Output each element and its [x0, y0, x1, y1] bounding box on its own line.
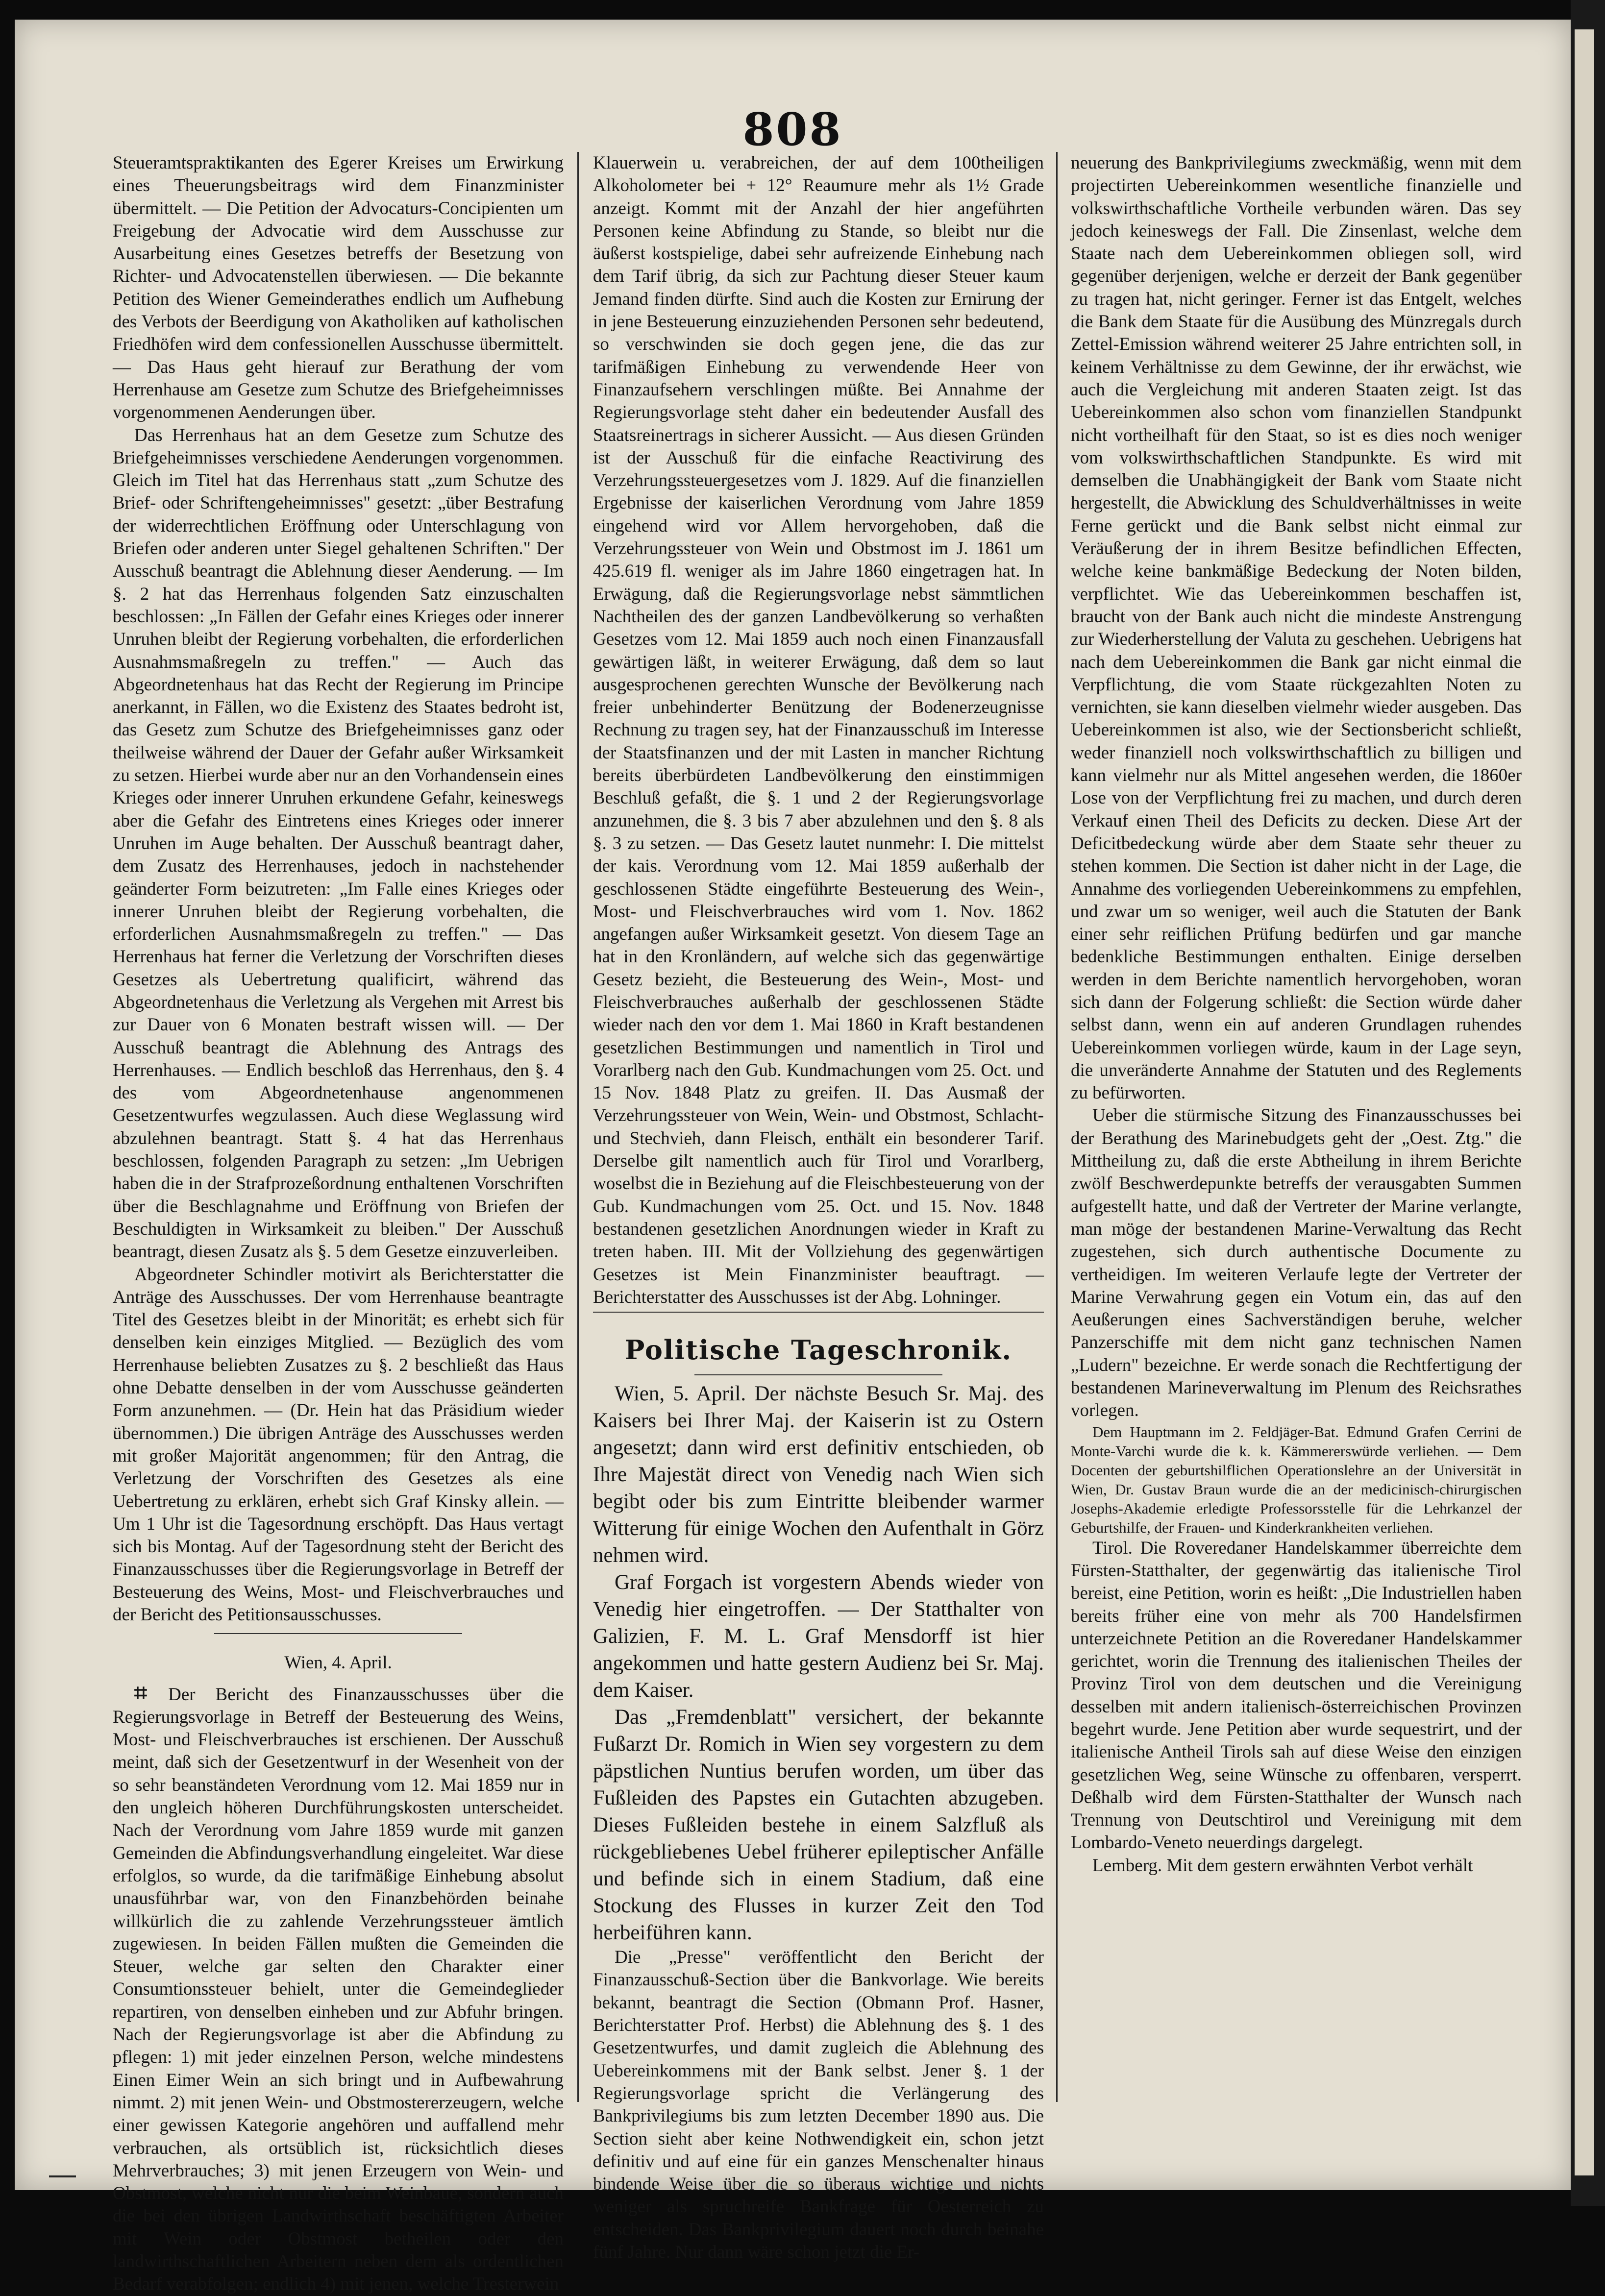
column-rule-2: [1056, 152, 1058, 2102]
next-page-edge: [1571, 0, 1605, 2206]
column-1: [113, 152, 564, 2295]
article-paragraph: Die „Presse" veröffentlicht den Bericht der Finanzausschuß-Section über die Bankvorlage. Wie bereits bekannt, beantragt die Section (Obmann Prof. Hasner, Berichterstatter Prof. Herbst) die Ablehnung des §. 1 des Gesetzentwurfes, und damit zugleich die Ablehnung des Uebereinkommens mit der Bank selbst. Jener §. 1 der Regierungsvorlage spricht die Verlängerung des Bankprivilegiums bis zum letzten December 1890 aus. Die Section sieht aber keine Nothwendigkeit ein, schon jetzt definitiv und auf eine für ein ganzes Menschenalter hinaus bindende Weise über die so überaus wichtige und nichts weniger als spruchreife Bankfrage für Oesterreich zu entscheiden. Das Bankprivilegium dauert noch durch beinahe fünf Jahre. Nur dann wäre schon jetzt die Er-: [593, 1947, 1044, 2262]
section-heading: Politische Tageschronik.: [624, 1334, 1012, 1366]
article-paragraph: Abgeordneter Schindler motivirt als Berichterstatter die Anträge des Ausschusses. Der vom Herrenhause beantragte Titel des Gesetzes bleibt in der Minorität; es erhebt sich für denselben kein einziges Mitglied. — Bezüglich des vom Herrenhause beliebten Zusatzes zu §. 2 beschließt das Haus ohne Debatte denselben in der vom Ausschusse geänderten Form anzunehmen. — (Dr. Hein hat das Präsidium wieder übernommen.) Die übrigen Anträge des Ausschusses werden mit großer Majorität angenommen; für den Antrag, die Verletzung der Vorschriften des Gesetzes als eine Uebertretung zu erklären, erhebt sich Graf Kinsky allein. — Um 1 Uhr ist die Tagesordnung erschöpft. Das Haus vertagt sich bis Montag. Auf der Tagesordnung steht der Bericht des Finanzausschusses über die Regierungsvorlage in Betreff der Besteuerung des Weins, Most- und Fleischverbrauches und der Bericht des Petitionsausschusses.: [113, 1264, 564, 1625]
article-paragraph: Das „Fremdenblatt" versichert, der bekannte Fußarzt Dr. Romich in Wien sey vorgestern zu dem päpstlichen Nuntius berufen worden, um über das Fußleiden des Papstes ein Gutachten abzugeben. Dieses Fußleiden bestehe in einem Salzfluß als rückgebliebenes Uebel früherer epileptischer Anfälle und befinde sich in einem Stadium, daß eine Stockung des Flusses in kurzer Zeit den Tod herbeiführen kann.: [593, 1706, 1044, 1945]
article-paragraph: Tirol. Die Roveredaner Handelskammer überreichte dem Fürsten-Statthalter, der gegenwärtig das italienische Tirol bereist, eine Petition, worin es heißt: „Die Industriellen haben bereits früher eine von mehr als 700 Handelsfirmen unterzeichnete Petition an die Roveredaner Handelskammer gerichtet, worin die Trennung des italienischen Theiles der Provinz Tirol von dem deutschen und die Vereinigung desselben mit andern italienisch-österreichischen Provinzen begehrt wurde. Jene Petition aber wurde sequestrirt, und der italienische Antheil Tirols sah auf diese Weise den einzigen gesetzlichen Weg, seine Wünsche zu offenbaren, versperrt. Deßhalb wird dem Fürsten-Statthalter der Wunsch nach Trennung von Deutschtirol und Vereinigung mit dem Lombardo-Veneto neuerdings dargelegt.: [1071, 1538, 1522, 1853]
cross-mark-icon: ⌗: [134, 1680, 169, 1705]
heading-rule: [694, 1374, 942, 1375]
scan-mark: [49, 2175, 76, 2177]
article-paragraph: neuerung des Bankprivilegiums zweckmäßig, wenn mit dem projectirten Uebereinkommen wesentliche finanzielle und volkswirthschaftliche Vortheile verbunden wären. Das sey jedoch keineswegs der Fall. Die Zinsenlast, welche dem Staate nach dem Uebereinkommen obliegen soll, wird gegenüber derjenigen, welche er derzeit der Bank gegenüber zu tragen hat, nicht geringer. Ferner ist das Entgelt, welches die Bank dem Staate für die Ausübung des Münzregals durch Zettel-Emission während weiterer 25 Jahre entrichten soll, in keinem Verhältnisse zu dem Gewinne, der ihr erwächst, wie auch die Vergleichung mit anderen Staaten zeigt. Ist das Uebereinkommen also schon vom finanziellen Standpunkt nicht vortheilhaft für den Staat, so ist es dies noch weniger vom volkswirthschaftlichen Standpunkte. Es wird mit demselben die Unabhängigkeit der Bank vom Staate nicht hergestellt, die Abwicklung des Schuldverhältnisses in weite Ferne gerückt und die Bank selbst nicht einmal zur Veräußerung der in ihrem Besitze befindlichen Effecten, welche keine bankmäßige Bedeckung der Noten bilden, verpflichtet. Wie das Uebereinkommen beschaffen ist, braucht von der Bank auch nicht die mindeste Anstrengung zur Wiederherstellung der Valuta zu geschehen. Uebrigens hat nach dem Uebereinkommen die Bank gar nicht einmal die Verpflichtung, die vom Staate rückgezahlten Noten zu vernichten, sie kann dieselben vielmehr wieder ausgeben. Das Uebereinkommen ist also, wie der Sectionsbericht schließt, weder finanziell noch volkswirthschaftlich zu billigen und kann vielmehr nur als Mittel angesehen werden, die 1860er Lose von der Verpflichtung frei zu machen, und durch deren Verkauf einen Theil des Deficits zu decken. Diese Art der Deficitbedeckung würde aber dem Staate sehr theuer zu stehen kommen. Die Section ist daher nicht in der Lage, die Annahme des vorliegenden Uebereinkommens zu empfehlen, und zwar um so weniger, weil auch die Statuten der Bank einer sehr reiflichen Prüfung bedürfen und gar manche bedenkliche Bestimmungen enthalten. Einige derselben werden in dem Berichte namentlich hervorgehoben, woran sich dann der Folgerung schließt: die Section würde daher selbst dann, wenn ein auf anderen Grundlagen ruhendes Uebereinkommen vorliegen würde, kaum in der Lage seyn, die unveränderte Annahme der Statuten und des Reglements zu befürworten.: [1071, 153, 1522, 1103]
page-number: 808: [742, 103, 843, 156]
column-2: [593, 152, 1044, 2262]
article-paragraph: [113, 1682, 564, 2296]
article-text: Der Bericht des Finanzausschusses über die Regierungsvorlage in Betreff der Besteuerung des Weins, Most- und Fleischverbrauches ist erschienen. Der Ausschuß meint, daß sich der Gesetzentwurf in der Wesenheit von der so sehr beanständeten Verordnung vom 12. Mai 1859 nur in den ungleich höheren Durchführungskosten unterscheidet. Nach der Verordnung vom Jahre 1859 wurde mit ganzen Gemeinden die Abfindungsverhandlung eingeleitet. War diese erfolglos, so wurde, da die tarifmäßige Einhebung absolut unausführbar war, von den Finanzbehörden beinahe willkürlich die zu zahlende Verzehrungssteuer ämtlich zugewiesen. In beiden Fällen mußten die Gemeinden die Steuer, welche gar selten den Charakter einer Consumtionssteuer behielt, unter die Gemeindeglieder repartiren, von denselben einheben und zur Abfuhr bringen. Nach der Regierungsvorlage ist aber die Abfindung zu pflegen: 1) mit jeder einzelnen Person, welche mindestens Einen Eimer Wein an sich bringt und in Aufbewahrung nimmt. 2) mit jenen Wein- und Obstmostererzeugern, welche einer gewissen Kategorie angehören und auffallend mehr verbrauchen, als ortsüblich ist, rücksichtlich dieses Mehrverbrauches; 3) mit jenen Erzeugern von Wein- und Obstmost, welche nicht nur die beim Weinbaue, sondern auch die bei den übrigen Landwirthschaft beschäftigten Arbeiter mit Wein oder Obstmost betheilen oder den landwirthschaftlichen Arbeitern neben dem als ordentlichen Bedarf verabfolgen; endlich 4) mit jenen, welche Tresterwein: [113, 1684, 564, 2295]
dateline: Wien, 4. April.: [284, 1653, 392, 1673]
article-paragraph: Wien, 5. April. Der nächste Besuch Sr. Maj. des Kaisers bei Ihrer Maj. der Kaiserin ist zu Ostern angesetzt; dann wird erst definitiv entschieden, ob Ihre Majestät direct von Venedig nach Wien sich begibt oder bis zum Eintritte bleibender warmer Witterung für einige Wochen den Aufenthalt in Görz nehmen wird.: [593, 1382, 1044, 1567]
article-paragraph: Graf Forgach ist vorgestern Abends wieder von Venedig hier eingetroffen. — Der Statthalter von Galizien, F. M. L. Graf Mensdorff ist hier angekommen und hatte gestern Audienz bei Sr. Maj. dem Kaiser.: [593, 1571, 1044, 1702]
article-paragraph: Lemberg. Mit dem gestern erwähnten Verbot verhält: [1092, 1855, 1473, 1876]
article-paragraph: Klauerwein u. verabreichen, der auf dem 100theiligen Alkoholometer bei + 12° Reaumure mehr als 1½ Grade anzeigt. Kommt mit der Anzahl der hier angeführten Personen keine Abfindung zu Stande, so bleibt nur die äußerst kostspielige, dabei sehr aufreizende Einhebung nach dem Tarif übrig, da sich zur Pachtung dieser Steuer kaum Jemand finden dürfte. Sind auch die Kosten zur Ernirung der in jene Besteuerung einzuziehenden Personen sehr bedeutend, so verschwinden sie doch gegen jene, die das zur tarifmäßigen Einhebung zu verwendende Heer von Finanzaufsehern verschlingen müßte. Bei Annahme der Regierungsvorlage steht daher ein bedeutender Ausfall des Staatsreinertrags in sicherer Aussicht. — Aus diesen Gründen ist der Ausschuß für die einfache Reactivirung des Verzehrungssteuergesetzes vom J. 1829. Auf die finanziellen Ergebnisse der kaiserlichen Verordnung vom Jahre 1859 eingehend wird vor Allem hervorgehoben, daß die Verzehrungssteuer von Wein und Obstmost im J. 1861 um 425.619 fl. weniger als im Jahre 1860 eingetragen hat. In Erwägung, daß die Regierungsvorlage nebst sämmtlichen Nachtheilen des der ganzen Landbevölkerung so verhaßten Gesetzes vom 12. Mai 1859 auch noch einen Finanzausfall gewärtigen läßt, in weiterer Erwägung, daß dem so laut ausgesprochenen gerechten Wunsche der Bevölkerung nach freier unbehinderter Benützung der Bodenerzeugnisse Rechnung zu tragen sey, hat der Finanzausschuß im Interesse der Staatsfinanzen und der mit Lasten in mancher Richtung bereits überbürdeten Landbevölkerung den einstimmigen Beschluß gefaßt, die §. 1 und 2 der Regierungsvorlage anzunehmen, die §. 3 bis 7 aber abzulehnen und den §. 8 als §. 3 zu setzen. — Das Gesetz lautet nunmehr: I. Die mittelst der kais. Verordnung vom 12. Mai 1859 außerhalb der geschlossenen Städte eingeführte Besteuerung des Wein-, Most- und Fleischverbrauches wird vom 1. Nov. 1862 angefangen außer Wirksamkeit gesetzt. Von diesem Tage an hat in den Kronländern, auf welche sich das gegenwärtige Gesetz bezieht, die Besteuerung des Wein-, Most- und Fleischverbrauches außerhalb der geschlossenen Städte wieder nach den vor dem 1. Mai 1860 in Kraft bestandenen gesetzlichen Bestimmungen und namentlich in Tirol und Vorarlberg nach den Gub. Kundmachungen vom 25. Oct. und 15 Nov. 1848 Platz zu greifen. II. Das Ausmaß der Verzehrungssteuer von Wein, Wein- und Obstmost, Schlacht- und Stechvieh, dann Fleisch, enthält ein besonderer Tarif. Derselbe gilt namentlich auch für Tirol und Vorarlberg, woselbst die in Beziehung auf die Fleischbesteuerung von der Gub. Kundmachungen vom 25. Oct. und 15. Nov. 1848 bestandenen gesetzlichen Anordnungen wieder in Kraft zu treten haben. III. Mit der Vollziehung des gegenwärtigen Gesetzes ist Mein Finanzminister beauftragt. — Berichterstatter des Ausschusses ist der Abg. Lohninger.: [593, 153, 1044, 1307]
column-rule-1: [577, 152, 579, 2102]
page-edge-strip: [1575, 29, 1594, 2175]
section-separator: [593, 1312, 1044, 1313]
article-paragraph: Ueber die stürmische Sitzung des Finanzausschusses bei der Berathung des Marinebudgets geht der „Oest. Ztg." die Mittheilung zu, daß die erste Abtheilung in ihrem Berichte zwölf Beschwerdepunkte betreffs der verausgabten Summen aufgestellt hatte, und daß der Vertreter der Marine verlangte, man möge der bestandenen Marine-Verwaltung das Recht zugestehen, sich durch authentische Documente zu vertheidigen. Im weiteren Verlaufe legte der Vertreter der Marine Verwahrung gegen ein Votum ein, das auf den Aeußerungen eines Sachverständigen beruhe, welcher Panzerschiffe mit dem nicht ganz technischen Namen „Ludern" bezeichne. Er werde sonach die Rechtfertigung der bestandenen Marineverwaltung im Plenum des Reichsrathes vorlegen.: [1071, 1105, 1522, 1421]
article-paragraph: Das Herrenhaus hat an dem Gesetze zum Schutze des Briefgeheimnisses verschiedene Aenderungen vorgenommen. Gleich im Titel hat das Herrenhaus statt „zum Schutze des Brief- oder Schriftengeheimnisses" gesetzt: „über Bestrafung der widerrechtlichen Eröffnung oder Unterschlagung von Briefen oder anderen unter Siegel gehaltenen Schriften." Der Ausschuß beantragt die Ablehnung dieser Aenderung. — Im §. 2 hat das Herrenhaus folgenden Satz einzuschalten beschlossen: „In Fällen der Gefahr eines Krieges oder innerer Unruhen bleibt der Regierung vorbehalten, die erforderlichen Ausnahmsmaßregeln zu treffen." — Auch das Abgeordnetenhaus hat das Recht der Regierung im Principe anerkannt, in Fällen, wo die Existenz des Staates bedroht ist, das Gesetz zum Schutze des Briefgeheimnisses ganz oder theilweise während der Dauer der Gefahr außer Wirksamkeit zu setzen. Hierbei wurde aber nur an den Vorhandensein eines Krieges oder innerer Unruhen erkundene Gefahr, keineswegs aber die Gefahr des Eintretens eines Krieges oder innerer Unruhen im Auge behalten. Der Ausschuß beantragt daher, dem Zusatz des Herrenhauses, jedoch in nachstehender geänderter Form beizutreten: „Im Falle eines Krieges oder innerer Unruhen bleibt der Regierung vorbehalten, die erforderlichen Ausnahmsmaßregeln zu treffen." — Das Herrenhaus hat ferner die Verletzung der Vorschriften dieses Gesetzes als Uebertretung qualificirt, während das Abgeordnetenhaus die Verletzung als Vergehen mit Arrest bis zur Dauer von 6 Monaten bestraft wissen will. — Der Ausschuß beantragt die Ablehnung des Antrags des Herrenhauses. — Endlich beschloß das Herrenhaus, den §. 4 des vom Abgeordnetenhause angenommenen Gesetzentwurfes wegzulassen. Auch diese Weglassung wird abzulehnen beantragt. Statt §. 4 hat das Herrenhaus beschlossen, folgenden Paragraph zu setzen: „Im Uebrigen haben die in der Strafprozeßordnung enthaltenen Vorschriften über die Beschlagnahme und Eröffnung von Briefen der Beschuldigten in Wirksamkeit zu bleiben." Der Ausschuß beantragt, diesen Zusatz als §. 5 dem Gesetze einzuverleiben.: [113, 425, 564, 1262]
article-paragraph: Dem Hauptmann im 2. Feldjäger-Bat. Edmund Grafen Cerrini de Monte-Varchi wurde die k. k. Kämmererswürde verliehen. — Dem Docenten der geburtshilflichen Operationslehre an der Universität in Wien, Dr. Gustav Braun wurde die an der medicinisch-chirurgischen Josephs-Akademie erledigte Professorsstelle für die Lehrkanzel der Geburtshilfe, der Frauen- und Kinderkrankheiten verliehen.: [1071, 1423, 1522, 1536]
article-paragraph: Steueramtspraktikanten des Egerer Kreises um Erwirkung eines Theuerungsbeitrags wird dem Finanzminister übermittelt. — Die Petition der Advocaturs-Concipienten um Freigebung der Advocatie wird dem Ausschusse zur Ausarbeitung eines Gesetzes betreffs der Besetzung von Richter- und Advocatenstellen überwiesen. — Die bekannte Petition des Wiener Gemeinderathes endlich um Aufhebung des Verbots der Beerdigung von Akatholiken auf katholischen Friedhöfen wird dem confessionellen Ausschusse übermittelt. — Das Haus geht hierauf zur Berathung der vom Herrenhause am Gesetze zum Schutze des Briefgeheimnisses vorgenommenen Aenderungen über.: [113, 153, 564, 423]
column-3: [1071, 152, 1522, 2102]
section-separator: [214, 1633, 462, 1634]
